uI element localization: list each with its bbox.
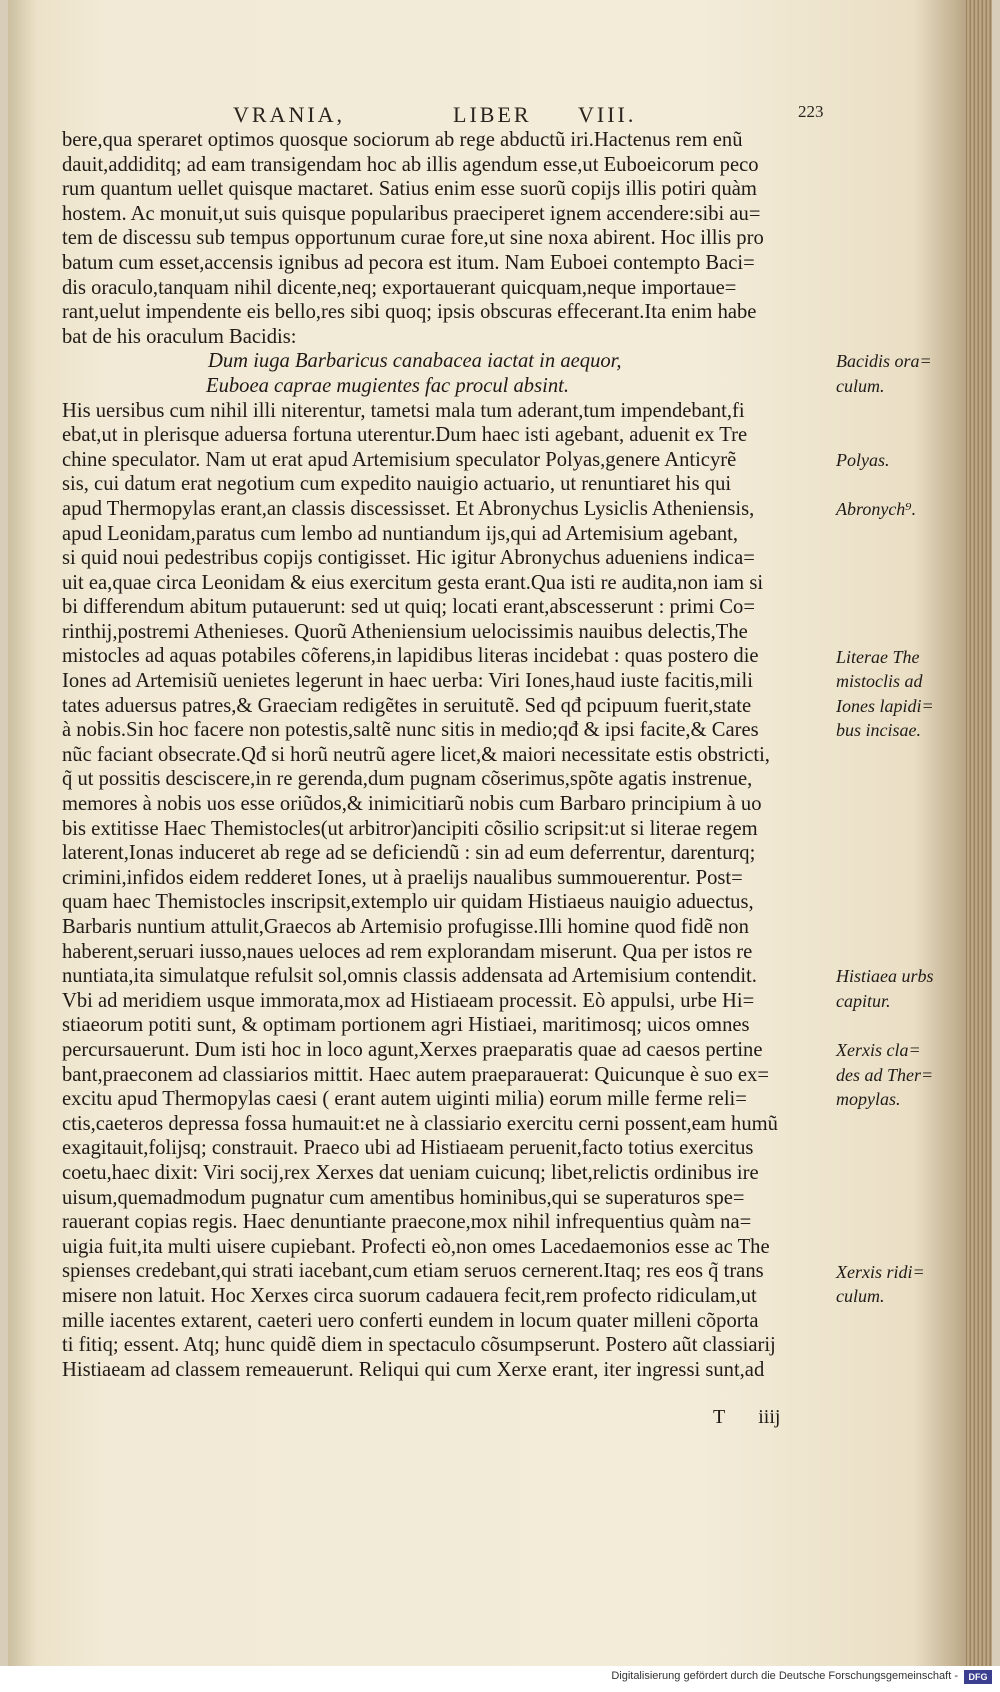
text-line: ctis,caeteros depressa fossa humauit:et ne à classiario exercitu cerni possent,eam humũ — [62, 1112, 778, 1135]
text-line: mistocles ad aquas potabiles cõferens,in lapidibus literas incidebat : quas postero die — [62, 645, 759, 668]
text-line: dauit,addiditq; ad eam transigendam hoc ab illis agendum esse,ut Euboeicorum peco — [62, 153, 759, 176]
text-line: bant,praeconem ad classiarios mittit. Haec autem praeparauerat: Quicunque è suo ex= — [62, 1063, 769, 1086]
marginal-note-line: des ad Ther= — [836, 1064, 934, 1085]
text-line: bi differendum abitum putauerunt: sed ut quiq; locati erant,abscesserunt : primi Co= — [62, 596, 755, 619]
marginal-note — [836, 964, 946, 1013]
marginal-note — [836, 645, 946, 743]
text-line: uigia fuit,ita multi uisere cupiebant. Profecti eò,non omes Lacedaemonios esse ac The — [62, 1235, 770, 1258]
marginal-note — [836, 349, 946, 398]
main-text-block — [62, 128, 832, 1382]
marginal-note-line: culum. — [836, 1286, 885, 1307]
text-line: tem de discessu sub tempus opportunum curae fore,ut sine noxa abirent. Hoc illis pro — [62, 227, 764, 250]
digitization-footer — [0, 1666, 1000, 1692]
folio-number: 223 — [798, 102, 824, 121]
text-line: batum cum esset,accensis ignibus ad pecora est itum. Nam Euboei contempto Baci= — [62, 251, 755, 274]
verse-line: Dum iuga Barbaricus canabacea iactat in aequor, — [208, 350, 622, 373]
text-line: rinthij,postremi Athenieses. Quorũ Atheniensium uelocissimis nauibus delectis,The — [62, 620, 748, 643]
text-line: coetu,haec dixit: Viri socij,rex Xerxes dat ueniam cuicunq; libet,relictis ordinibus ire — [62, 1161, 759, 1184]
marginal-note-line: Polyas. — [836, 449, 890, 470]
text-line: rauerant copias regis. Haec denuntiante praecone,mox nihil infrequentius quàm na= — [62, 1211, 752, 1234]
marginal-note-line: mopylas. — [836, 1089, 901, 1110]
text-line: mille iacentes extarent, caeteri uero conferti eundem in locum quater milleni cõporta — [62, 1309, 759, 1332]
text-line: rant,uelut impendente eis bello,res sibi quoq; ipsis obscuras effecerant.Ita enim habe — [62, 301, 757, 324]
marginal-note-line: Iones lapidi= — [836, 695, 934, 716]
marginal-note-line: culum. — [836, 375, 885, 396]
running-head — [233, 102, 863, 126]
marginal-note — [836, 1260, 946, 1309]
text-line: dis oraculo,tanquam nihil dicente,neq; exportauerant quicquam,neque importaue= — [62, 276, 737, 299]
text-line: à nobis.Sin hoc facere non potestis,saltẽ nunc sitis in medio;qđ & ipsi facite,& Cares — [62, 719, 759, 742]
text-line: q̃ ut possitis desciscere,in re gerenda,dum pugnam cõserimus,spõte agatis instrenue, — [62, 768, 753, 791]
text-line: ebat,ut in plerisque aduersa fortuna uterentur.Dum haec isti agebant, aduenit ex Tre — [62, 424, 748, 447]
text-line: rum quantum uellet quisque mactaret. Satius enim esse suorũ copijs illis potiri quàm — [62, 178, 757, 201]
marginal-note-line: Literae The — [836, 646, 920, 667]
text-line: memores à nobis uos esse oriũdos,& inimicitiarũ nobis cum Barbaro principium à uo — [62, 793, 762, 816]
marginal-note-line: Xerxis cla= — [836, 1040, 921, 1061]
text-line: exagitauit,folijsq; constrauit. Praeco ubi ad Histiaeam peruenit,facto totius exercitus — [62, 1137, 754, 1160]
marginal-note — [836, 497, 946, 522]
text-line: percursauerunt. Dum isti hoc in loco agunt,Xerxes praeparatis quae ad caesos pertine — [62, 1038, 763, 1061]
text-line: laterent,Ionas induceret ab rege ad se deficiendũ : sin ad eum deferrentur, darenturq; — [62, 842, 756, 865]
text-line: Barbaris nuntium attulit,Graecos ab Artemisio profugisse.Illi homine quod fidẽ non — [62, 916, 749, 938]
text-line: ti fitiq; essent. Atq; hunc quidẽ diem in spectaculo cõsumpserunt. Postero aũt classiarij — [62, 1334, 776, 1357]
page-fore-edge — [966, 0, 992, 1666]
text-line: His uersibus cum nihil illi niterentur, tametsi mala tum aderant,tum impendebant,fi — [62, 399, 745, 422]
marginal-note-line: capitur. — [836, 990, 891, 1011]
marginal-note-line: Abronych⁹. — [836, 499, 917, 519]
text-line: hostem. Ac monuit,ut suis quisque popularibus praeciperet ignem accendere:sibi au= — [62, 202, 761, 225]
marginal-note-line: Bacidis ora= — [836, 351, 932, 372]
footer-credit: Digitalisierung gefördert durch die Deutsche Forschungsgemeinschaft - — [611, 1670, 958, 1682]
text-line: tates aduersus patres,& Graeciam redigẽtes in seruitutẽ. Sed qđ pcipuum fuerit,state — [62, 694, 752, 717]
text-line: apud Thermopylas erant,an classis discessisset. Et Abronychus Lysiclis Atheniensis, — [62, 497, 755, 520]
text-line: sis, cui datum erat negotium cum expedito nauigio actuario, ut renuntiaret his qui — [62, 473, 732, 496]
running-head-liber: LIBER — [453, 102, 532, 127]
text-line: nuntiata,ita simulatque refulsit sol,omnis classis addensata ad Artemisium contendit. — [62, 965, 757, 988]
marginal-note — [836, 448, 946, 473]
marginal-note-line: bus incisae. — [836, 720, 921, 741]
text-line: haberent,seruari iusso,naues ueloces ad rem explorandam miserunt. Qua per istos re — [62, 940, 753, 963]
signature-number: iiij — [758, 1406, 781, 1428]
verse-line: Euboea caprae mugientes fac procul absint. — [206, 374, 569, 397]
text-line: excitu apud Thermopylas caesi ( erant autem uiginti milia) eorum mille ferme reli= — [62, 1088, 747, 1111]
text-line: bere,qua speraret optimos quosque sociorum ab rege abductũ iri.Hactenus rem enũ — [62, 129, 743, 151]
book-page — [8, 0, 992, 1666]
text-line: Iones ad Artemisiũ uenietes legerunt in haec uerba: Viri Iones,haud iuste facitis,mili — [62, 670, 753, 693]
signature-letter: T — [713, 1406, 726, 1428]
running-head-book: VRANIA, — [233, 102, 346, 127]
text-line: Vbi ad meridiem usque immorata,mox ad Histiaeam processit. Eò appulsi, urbe Hi= — [62, 989, 755, 1012]
marginal-note-line: Xerxis ridi= — [836, 1261, 925, 1282]
text-line: spienses credebant,qui strati iacebant,cum etiam seruos cernerent.Itaq; res eos q̃ trans — [62, 1260, 764, 1283]
text-line: uit ea,quae circa Leonidam & eius exercitum gesta erant.Qua isti re audita,non iam si — [62, 571, 764, 594]
marginal-note-line: Histiaea urbs — [836, 966, 934, 987]
marginal-note-line: mistoclis ad — [836, 671, 923, 692]
text-line: bis extitisse Haec Themistocles(ut arbitror)ancipiti cõsilio scripsit:ut si literae regem — [62, 817, 758, 840]
text-line: Histiaeam ad classem remeauerunt. Reliqui qui cum Xerxe erant, iter ingressi sunt,ad — [62, 1358, 765, 1381]
text-line: si quid noui pedestribus copijs contigisset. Hic igitur Abronychus adueniens indica= — [62, 547, 755, 570]
text-line: nũc faciant obsecrate.Qđ si horũ neutrũ agere licet,& maiori necessitate estis obstricti, — [62, 743, 770, 766]
text-line: apud Leonidam,paratus cum lembo ad nuntiandum ijs,qui ad Artemisium agebant, — [62, 522, 739, 545]
signature-mark — [713, 1406, 808, 1429]
text-line: misere non latuit. Hoc Xerxes circa suorum cadauera fecit,rem profecto ridiculam,ut — [62, 1284, 757, 1307]
marginal-note — [836, 1038, 946, 1112]
running-head-book-number: VIII. — [578, 102, 637, 127]
text-line: crimini,infidos eidem redderet Iones, ut à praelijs naualibus summouerentur. Post= — [62, 866, 743, 889]
text-line: quam haec Themistocles inscripsit,extemplo uir quidam Histiaeus nauigio aduectus, — [62, 891, 754, 914]
text-line: stiaeorum potiti sunt, & optimam portionem agri Histiaei, maritimosq; uicos omnes — [62, 1014, 750, 1037]
text-line: uisum,quemadmodum pugnatur cum amentibus hominibus,qui se superaturos spe= — [62, 1186, 745, 1209]
text-line: chine speculator. Nam ut erat apud Artemisium speculator Polyas,genere Anticyrẽ — [62, 448, 737, 471]
text-line: bat de his oraculum Bacidis: — [62, 325, 297, 348]
dfg-logo: DFG — [964, 1670, 992, 1684]
